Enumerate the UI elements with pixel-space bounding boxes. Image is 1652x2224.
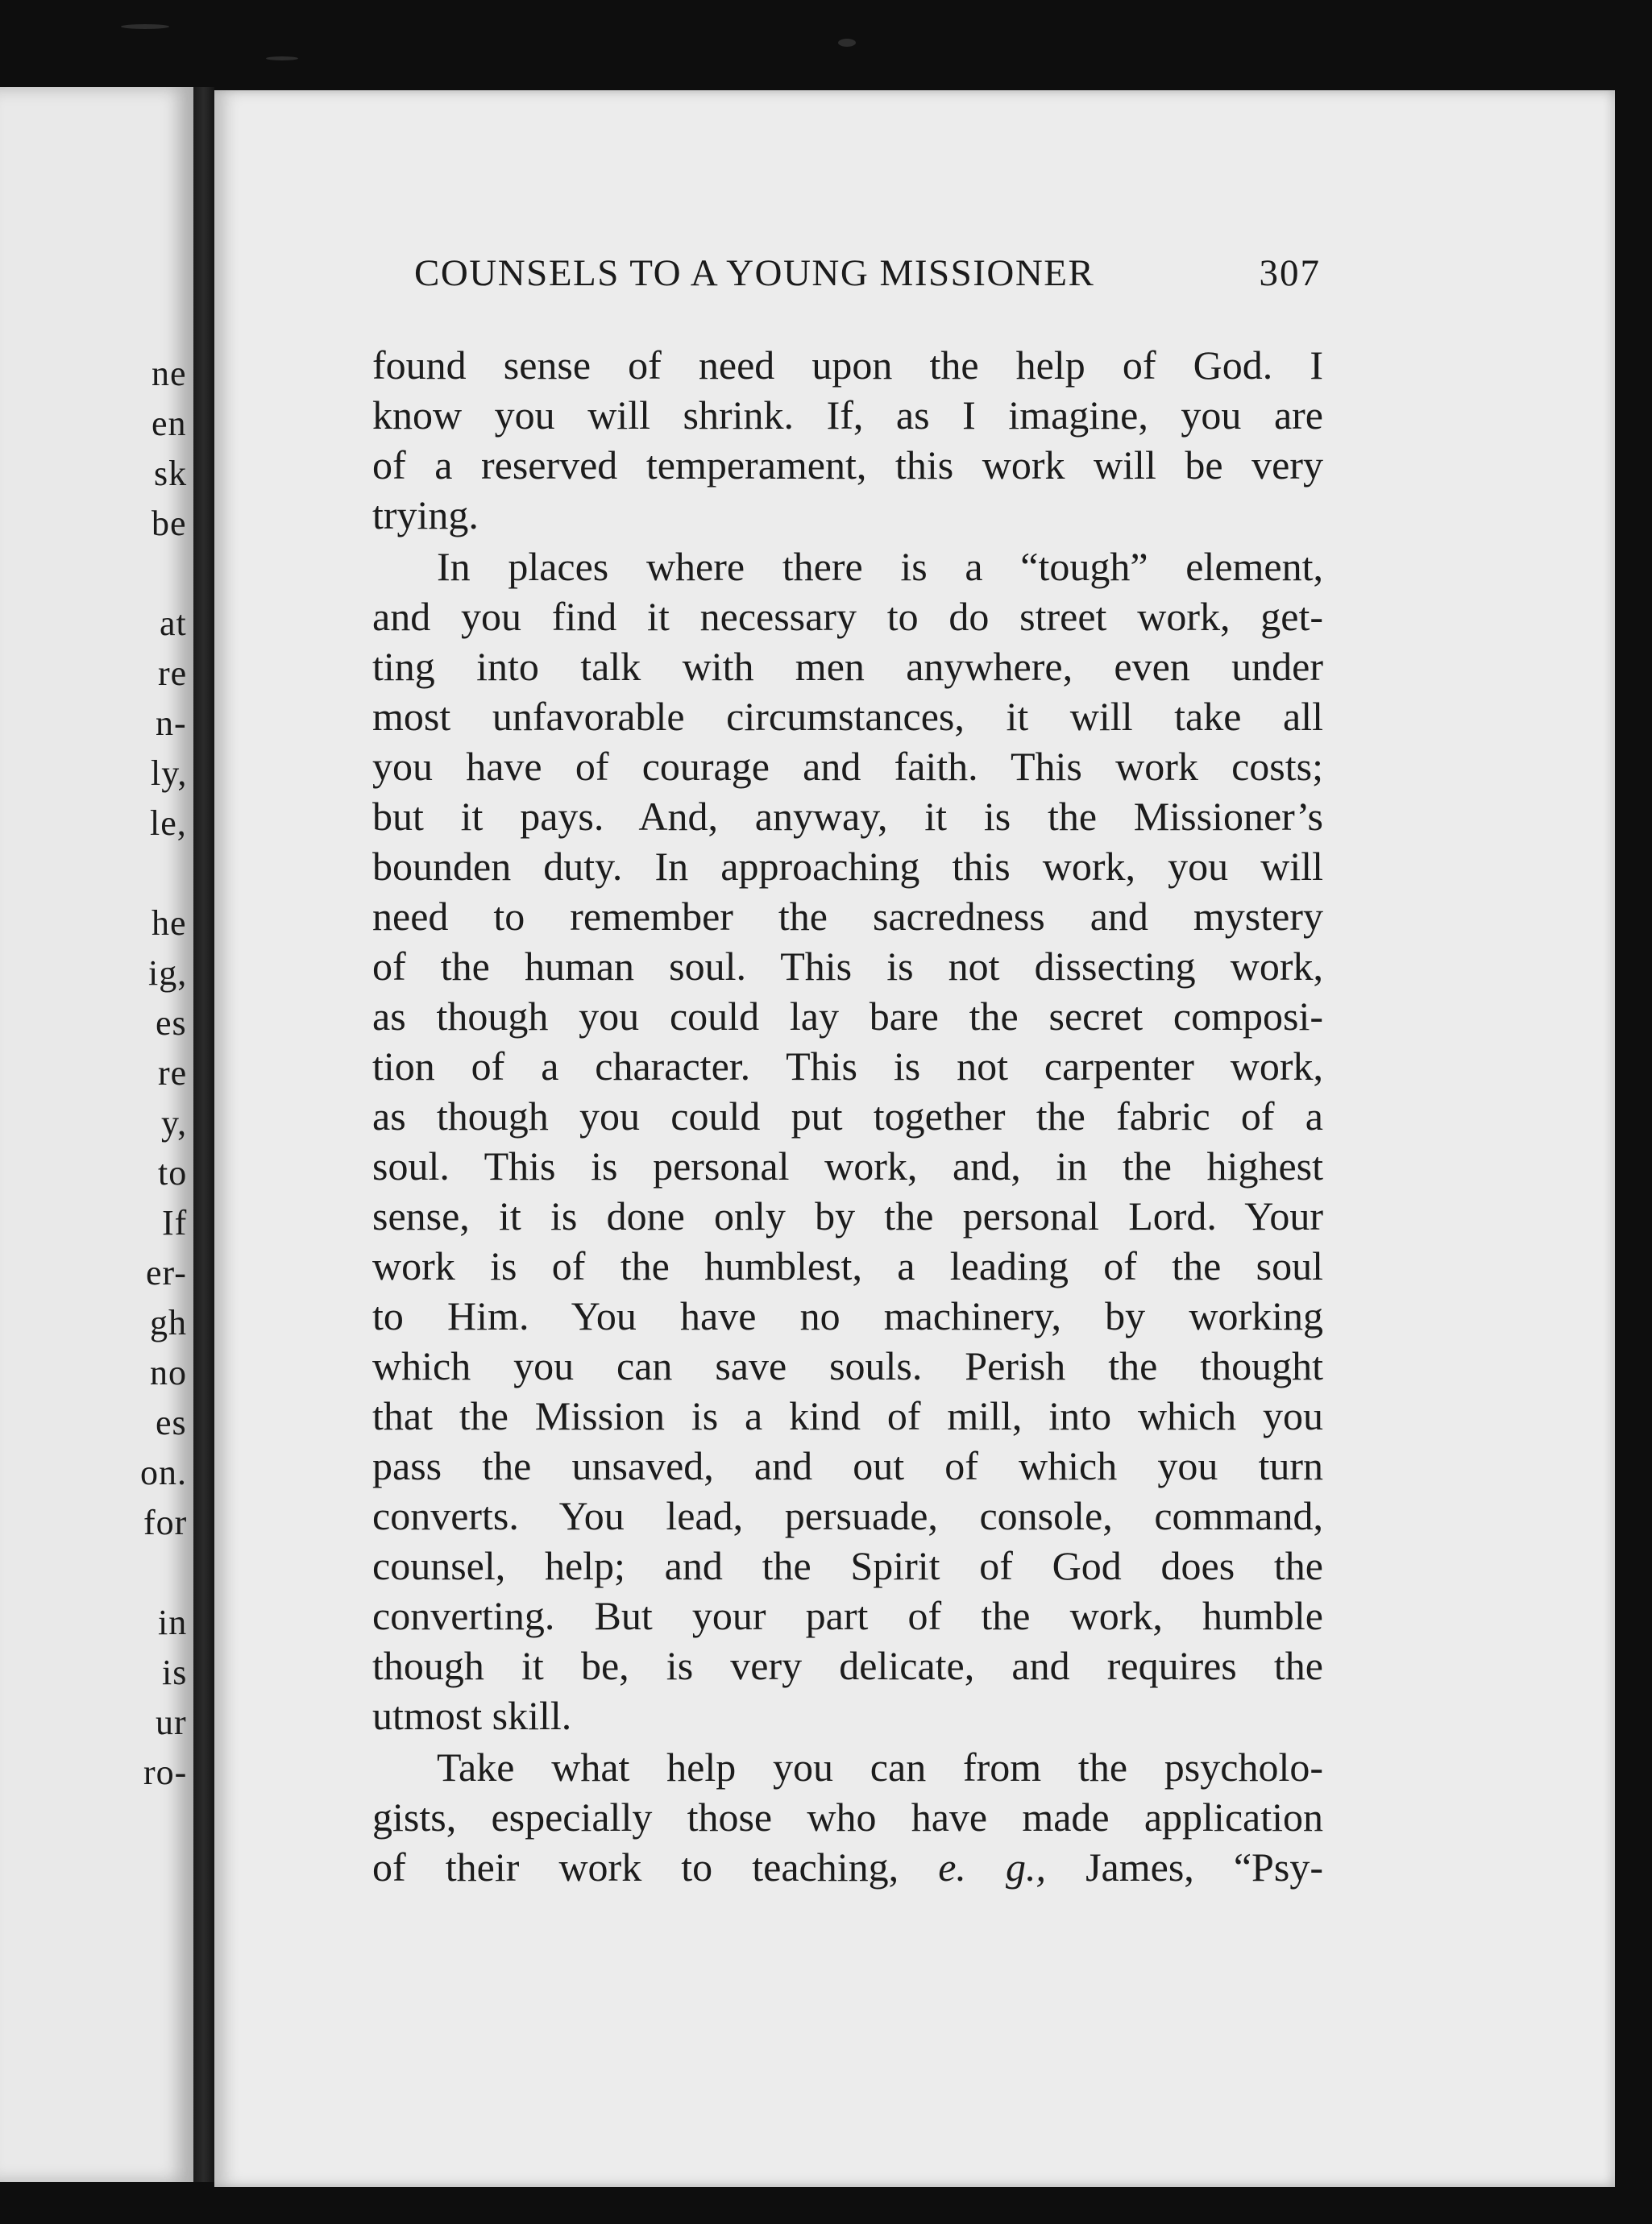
- left-page-text-fragment: n-: [156, 703, 187, 743]
- running-head-title: COUNSELS TO A YOUNG MISSIONER: [414, 252, 1095, 294]
- text-line: gists, especially those who have made application: [372, 1795, 1323, 1840]
- text-line: counsel, help; and the Spirit of God does the: [372, 1543, 1323, 1588]
- left-page-text-fragment: gh: [150, 1303, 187, 1342]
- left-page-text-fragment: no: [150, 1353, 187, 1392]
- text-line: of a reserved temperament, this work will be very: [372, 442, 1323, 488]
- text-line: Take what help you can from the psycholo-: [437, 1745, 1323, 1790]
- text-line: soul. This is personal work, and, in the highest: [372, 1143, 1323, 1189]
- text-line: need to remember the sacredness and mystery: [372, 894, 1323, 939]
- text-line: as though you could put together the fabric of a: [372, 1093, 1323, 1139]
- book-gutter: [193, 87, 214, 2182]
- text-line: converts. You lead, persuade, console, command,: [372, 1493, 1323, 1538]
- left-page-text-fragment: be: [152, 504, 187, 543]
- text-line: tion of a character. This is not carpenter work,: [372, 1044, 1323, 1089]
- text-line: sense, it is done only by the personal Lord. Your: [372, 1193, 1323, 1239]
- text-line: found sense of need upon the help of God. I: [372, 342, 1323, 388]
- left-page-text-fragment: ly,: [151, 753, 188, 793]
- left-page-text-fragment: to: [158, 1153, 188, 1193]
- left-page-text-fragment: re: [158, 1053, 188, 1093]
- scan-dust: [121, 24, 169, 29]
- left-page-text-fragment: in: [158, 1603, 188, 1642]
- left-page-text-fragment: ur: [156, 1703, 187, 1742]
- left-page-text-fragment: le,: [150, 803, 187, 843]
- text-line: you have of courage and faith. This work costs;: [372, 744, 1323, 789]
- text-line: pass the unsaved, and out of which you turn: [372, 1443, 1323, 1488]
- left-page-text-fragment: at: [160, 604, 187, 643]
- text-line: trying.: [372, 492, 479, 537]
- text-line: that the Mission is a kind of mill, into which you: [372, 1393, 1323, 1438]
- left-page-text-fragment: he: [152, 903, 187, 943]
- text-line: and you find it necessary to do street work, get-: [372, 594, 1323, 639]
- left-page-text-fragment: If: [162, 1203, 188, 1243]
- text-line: converting. But your part of the work, humble: [372, 1593, 1323, 1638]
- left-page-text-fragment: y,: [161, 1103, 188, 1143]
- text-line: though it be, is very delicate, and requires the: [372, 1643, 1323, 1688]
- left-page-text-fragment: ro-: [143, 1753, 188, 1792]
- left-page-text-fragment: sk: [154, 454, 188, 493]
- left-page-text-fragment: er-: [146, 1253, 187, 1292]
- text-line: but it pays. And, anyway, it is the Missioner’s: [372, 794, 1323, 839]
- left-page-text-fragment: ig,: [148, 953, 188, 993]
- scan-dust: [266, 56, 298, 60]
- left-page-text-fragment: es: [156, 1403, 187, 1442]
- text-line: In places where there is a “tough” element,: [437, 544, 1323, 589]
- text-line: [372, 1842, 1323, 1892]
- text-line: to Him. You have no machinery, by working: [372, 1293, 1323, 1338]
- left-page-text-fragment: en: [152, 404, 187, 443]
- left-page-text-fragment: es: [156, 1003, 187, 1043]
- text-line: know you will shrink. If, as I imagine, you are: [372, 392, 1323, 438]
- text-line: ting into talk with men anywhere, even under: [372, 644, 1323, 689]
- page-number: 307: [1259, 252, 1321, 294]
- text-line: most unfavorable circumstances, it will take all: [372, 694, 1323, 739]
- running-head: [414, 251, 1321, 295]
- text-run: James, “Psy-: [1046, 1844, 1323, 1890]
- left-page-text-fragment: is: [162, 1653, 188, 1692]
- scan-dust: [838, 39, 856, 47]
- text-line: which you can save souls. Perish the thought: [372, 1343, 1323, 1388]
- left-page-text-fragment: for: [143, 1503, 188, 1542]
- text-line: utmost skill.: [372, 1693, 572, 1738]
- left-page-text-fragment: re: [158, 654, 188, 693]
- left-page-text-fragment: ne: [152, 354, 187, 393]
- text-run: of their work to teaching,: [372, 1844, 939, 1890]
- text-line: as though you could lay bare the secret composi-: [372, 994, 1323, 1039]
- left-facing-page: [0, 87, 200, 2182]
- text-line: of the human soul. This is not dissecting work,: [372, 944, 1323, 989]
- text-line: bounden duty. In approaching this work, you will: [372, 844, 1323, 889]
- text-line: work is of the humblest, a leading of the soul: [372, 1243, 1323, 1288]
- italic-abbreviation: e. g.,: [938, 1844, 1046, 1890]
- book-page: [214, 90, 1615, 2187]
- left-page-text-fragment: on.: [140, 1453, 187, 1492]
- body-text: [372, 340, 1323, 1892]
